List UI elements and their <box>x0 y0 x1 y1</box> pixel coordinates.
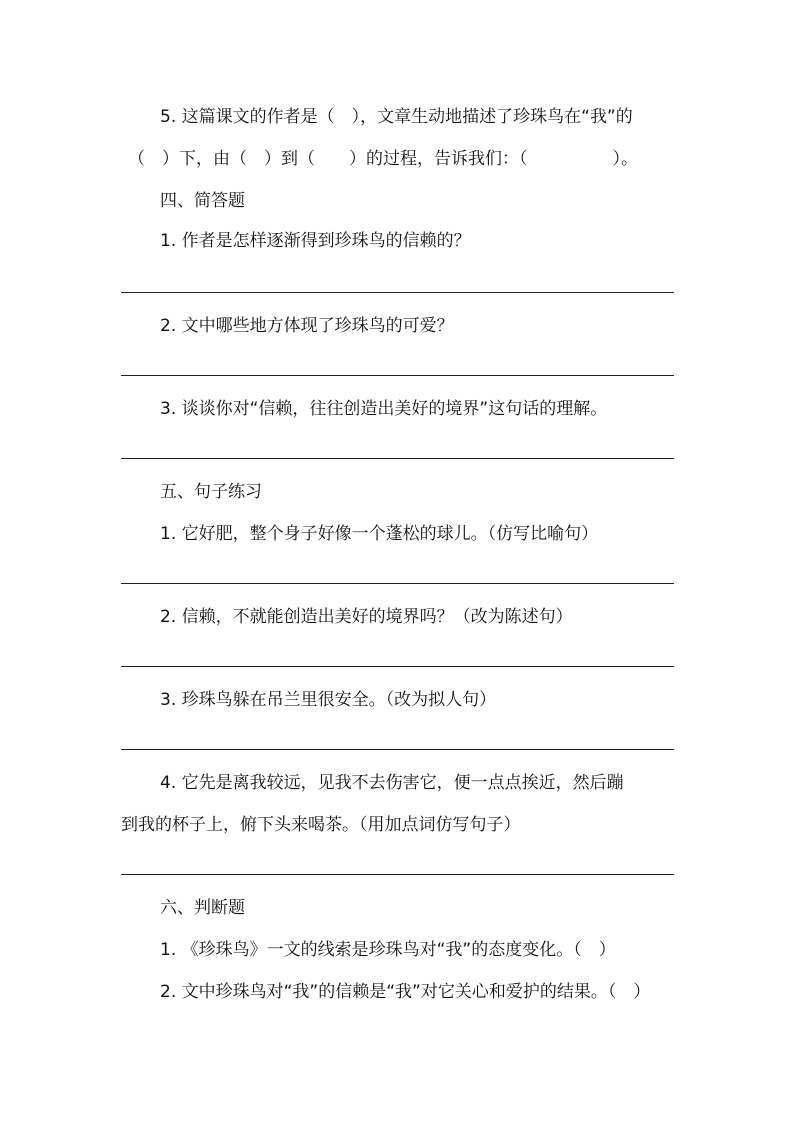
section-4-heading: 四、简答题 <box>160 191 245 211</box>
section-6-statement-2: 2. 文中珍珠鸟对“我”的信赖是“我”对它关心和爱护的结果。（ ） <box>160 982 651 1002</box>
question-5-line-2: （ ）下，由（ ）到（ ）的过程，告诉我们：（ ）。 <box>128 149 638 169</box>
section-5-question-4-line-1: 4. 它先是离我较远，见我不去伤害它，便一点点挨近，然后蹦 <box>160 773 624 793</box>
section-4-question-1: 1. 作者是怎样逐渐得到珍珠鸟的信赖的？ <box>160 231 471 251</box>
answer-line[interactable] <box>121 458 674 459</box>
section-5-heading: 五、句子练习 <box>160 482 262 502</box>
section-5-question-1: 1. 它好肥，整个身子好像一个蓬松的球儿。（仿写比喻句） <box>160 524 599 544</box>
section-6-heading: 六、判断题 <box>160 898 245 918</box>
answer-line[interactable] <box>121 874 674 875</box>
section-5-question-2: 2. 信赖，不就能创造出美好的境界吗？（改为陈述句） <box>160 607 573 627</box>
section-4-question-3: 3. 谈谈你对“信赖，往往创造出美好的境界”这句话的理解。 <box>160 399 608 419</box>
section-5-question-4-line-2: 到我的杯子上，俯下头来喝茶。（用加点词仿写句子） <box>121 815 521 835</box>
answer-line[interactable] <box>121 666 674 667</box>
answer-line[interactable] <box>121 292 674 293</box>
answer-line[interactable] <box>121 749 674 750</box>
section-6-statement-1: 1. 《珍珠鸟》一文的线索是珍珠鸟对“我”的态度变化。（ ） <box>160 940 616 960</box>
section-4-question-2: 2. 文中哪些地方体现了珍珠鸟的可爱？ <box>160 316 454 336</box>
answer-line[interactable] <box>121 583 674 584</box>
section-5-question-3: 3. 珍珠鸟躲在吊兰里很安全。（改为拟人句） <box>160 690 497 710</box>
question-5-line-1: 5. 这篇课文的作者是（ ），文章生动地描述了珍珠鸟在“我”的 <box>160 107 633 127</box>
answer-line[interactable] <box>121 375 674 376</box>
